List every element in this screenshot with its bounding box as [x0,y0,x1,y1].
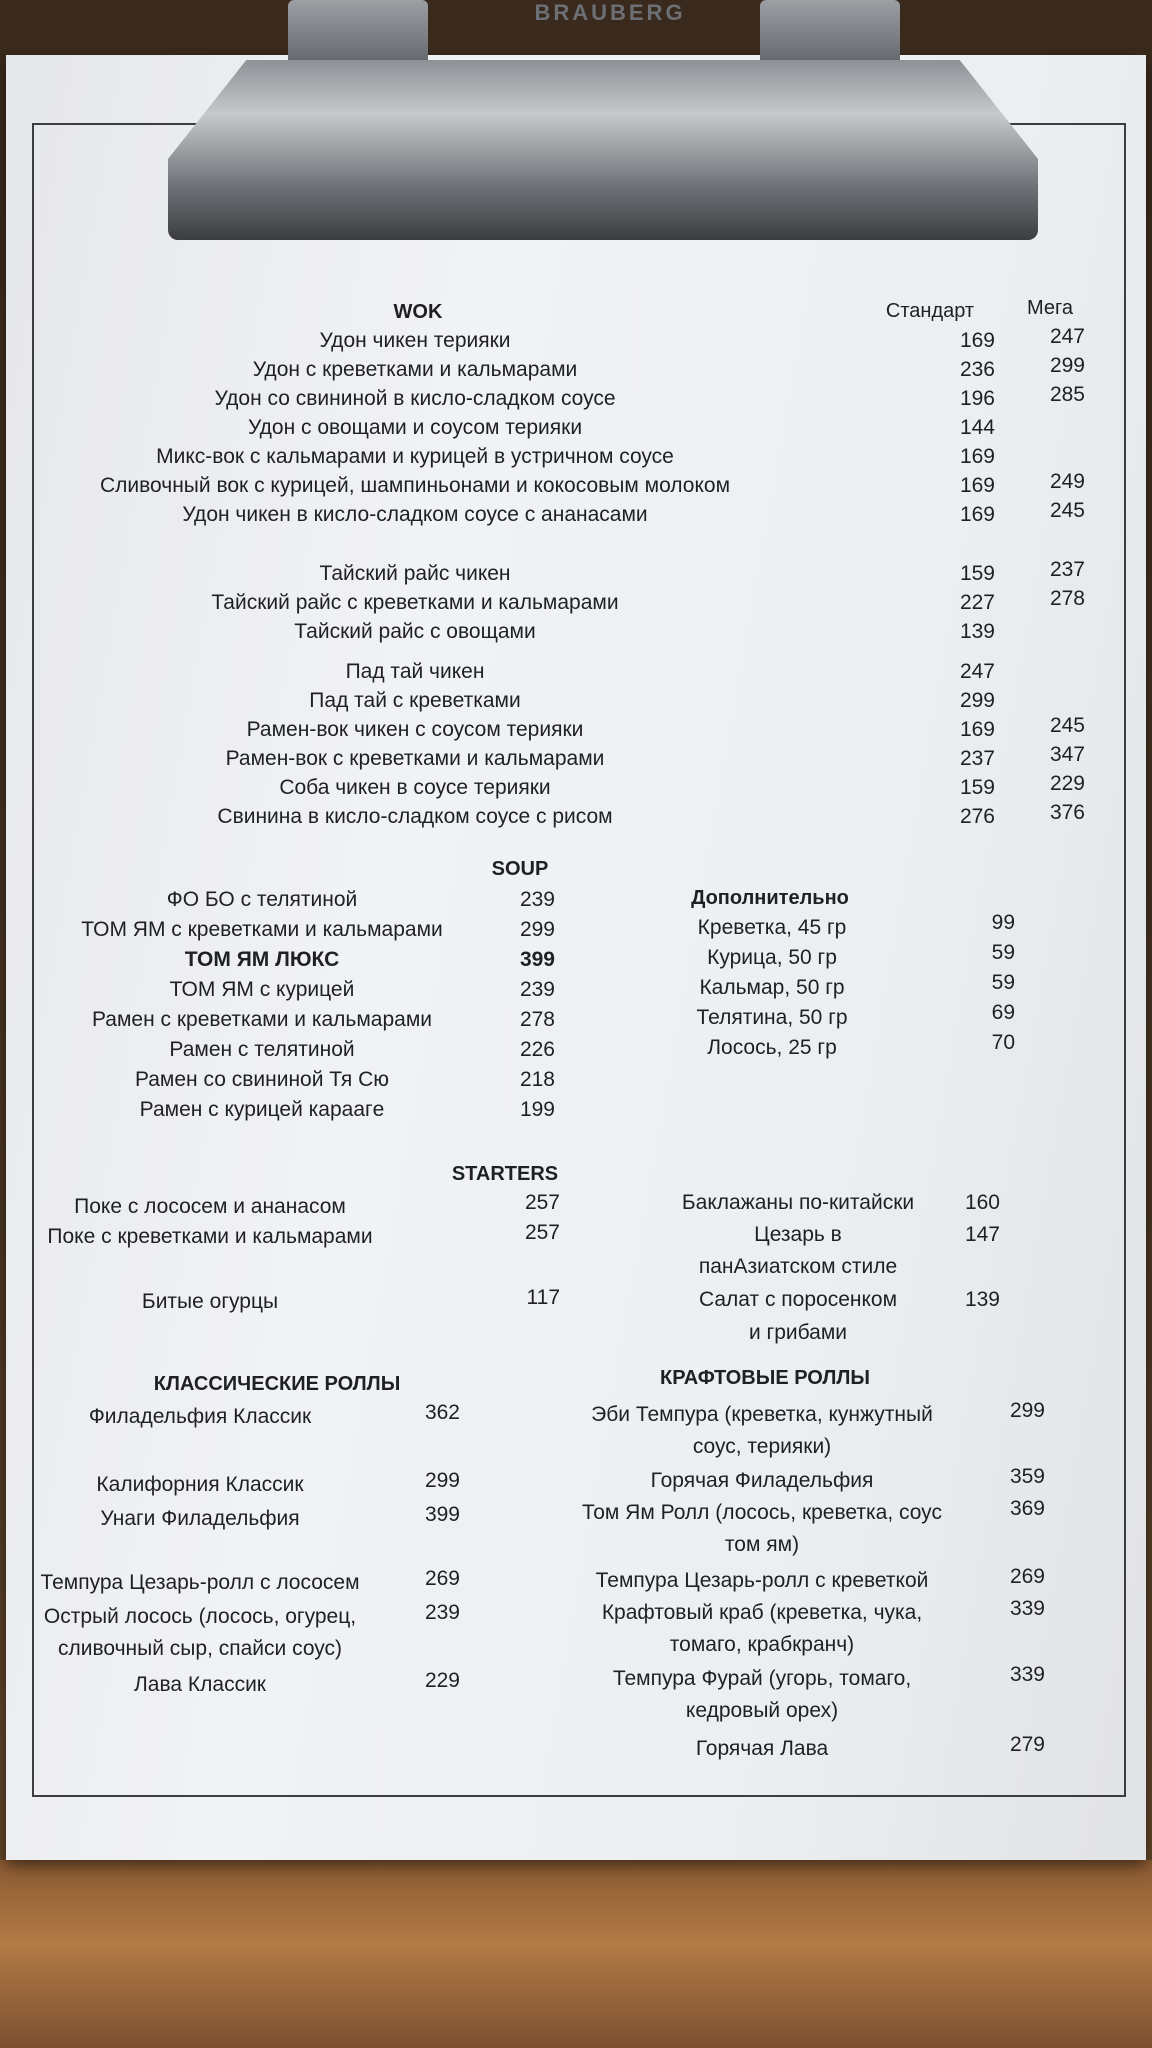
section-title-wok: WOK [393,301,443,323]
item-name: кедровый орех) [685,1699,839,1722]
section-title-starters: STARTERS [451,1163,559,1185]
item-price: 269 [424,1567,460,1590]
price-standard: 169 [959,445,995,468]
item-price: 70 [991,1031,1015,1054]
item-name: Эби Темпура (креветка, кунжутный [591,1403,933,1426]
item-name: Удон со свининой в кисло-сладком соусе [214,387,616,410]
price-standard: 196 [959,387,995,410]
item-price: 399 [424,1503,460,1526]
item-name: Удон чикен терияки [319,329,511,352]
item-price: 339 [1009,1663,1045,1686]
price-mega: 249 [1049,470,1085,493]
section-title-classic-rolls: КЛАССИЧЕСКИЕ РОЛЛЫ [153,1373,401,1395]
item-name: Тайский райс с креветками и кальмарами [211,591,619,614]
item-price: 257 [524,1221,560,1244]
item-name: Горячая Филадельфия [650,1469,874,1492]
item-name: Кальмар, 50 гр [699,976,845,999]
item-name: Лава Классик [134,1673,266,1696]
item-name: Унаги Филадельфия [100,1507,300,1530]
item-name: Удон с креветками и кальмарами [252,358,578,381]
price-standard: 144 [959,416,995,439]
item-price: 299 [1009,1399,1045,1422]
price-standard: 169 [959,329,995,352]
wooden-table [0,1860,1152,2048]
item-price: 299 [519,918,555,941]
price-standard: 139 [959,620,995,643]
item-price: 239 [519,888,555,911]
item-name: Удон чикен в кисло-сладком соусе с ананасами [182,503,648,526]
item-price: 299 [424,1469,460,1492]
price-mega: 245 [1049,499,1085,522]
item-name: Цезарь в [754,1223,842,1246]
item-name: Поке с лососем и ананасом [74,1195,346,1218]
price-standard: 159 [959,562,995,585]
item-name: Соба чикен в соусе терияки [279,776,551,799]
item-price: 279 [1009,1733,1045,1756]
item-name: Курица, 50 гр [707,946,837,969]
item-name: Темпура Цезарь-ролл с креветкой [595,1569,929,1592]
price-standard: 227 [959,591,995,614]
item-name: Свинина в кисло-сладком соусе с рисом [217,805,613,828]
price-mega: 299 [1049,354,1085,377]
item-price: 99 [991,911,1015,934]
item-name: сливочный сыр, спайси соус) [57,1637,343,1660]
item-price: 399 [519,948,555,971]
item-name: Креветка, 45 гр [697,916,847,939]
item-price: 239 [424,1601,460,1624]
item-name: Удон с овощами и соусом терияки [247,416,583,439]
price-standard: 236 [959,358,995,381]
item-price: 160 [964,1191,1000,1214]
clip-brand-label: BRAUBERG [534,0,686,25]
item-price: 369 [1009,1497,1045,1520]
item-name: Темпура Фурай (угорь, томаго, [612,1667,912,1690]
price-mega: 229 [1049,772,1085,795]
item-price: 147 [964,1223,1000,1246]
item-price: 139 [964,1288,1000,1311]
section-title-craft-rolls: КРАФТОВЫЕ РОЛЛЫ [659,1367,871,1389]
item-name: Поке с креветками и кальмарами [47,1225,373,1248]
item-name: Рамен-вок чикен с соусом терияки [246,718,584,741]
item-name: Темпура Цезарь-ролл с лососем [40,1571,360,1594]
price-mega: 245 [1049,714,1085,737]
item-name: Баклажаны по-китайски [681,1191,915,1214]
price-standard: 159 [959,776,995,799]
item-name: Крафтовый краб (креветка, чука, [601,1601,923,1624]
item-price: 229 [424,1669,460,1692]
item-price: 362 [424,1401,460,1424]
price-mega: 376 [1049,801,1085,824]
item-name: Лосось, 25 гр [707,1036,837,1059]
item-name: Тайский райс чикен [319,562,511,585]
item-price: 226 [519,1038,555,1061]
item-price: 59 [991,971,1015,994]
item-name: Том Ям Ролл (лосось, креветка, соус [582,1501,942,1524]
price-mega: 285 [1049,383,1085,406]
item-price: 69 [991,1001,1015,1024]
item-name: Калифорния Классик [96,1473,304,1496]
item-price: 359 [1009,1465,1045,1488]
price-standard: 169 [959,718,995,741]
price-standard: 237 [959,747,995,770]
item-price: 339 [1009,1597,1045,1620]
item-name: Филадельфия Классик [88,1405,312,1428]
price-standard: 299 [959,689,995,712]
item-name: Тайский райс с овощами [294,620,536,643]
item-name: Рамен со свининой Тя Сю [134,1068,390,1091]
item-name: том ям) [724,1533,800,1556]
item-name: Рамен с телятиной [169,1038,355,1061]
item-name: Салат с поросенком [698,1288,898,1311]
item-price: 239 [519,978,555,1001]
section-title-soup: SOUP [491,858,549,880]
item-price: 199 [519,1098,555,1121]
price-standard: 169 [959,503,995,526]
price-mega: 247 [1049,325,1085,348]
item-price: 257 [524,1191,560,1214]
item-name: панАзиатском стиле [698,1255,898,1278]
item-name: ФО БО с телятиной [166,888,358,911]
price-mega: 278 [1049,587,1085,610]
item-name: Острый лосось (лосось, огурец, [43,1605,357,1628]
clip-hook-right [760,0,900,70]
item-name: соус, терияки) [692,1435,832,1458]
item-name: Горячая Лава [695,1737,829,1760]
price-standard: 276 [959,805,995,828]
item-price: 278 [519,1008,555,1031]
item-name: ТОМ ЯМ ЛЮКС [184,948,340,971]
item-name: Рамен с курицей караагe [139,1098,385,1121]
item-name: Рамен-вок с креветками и кальмарами [225,747,605,770]
price-mega: 237 [1049,558,1085,581]
item-name: ТОМ ЯМ с курицей [169,978,355,1001]
item-name: Телятина, 50 гр [696,1006,848,1029]
item-name: Битые огурцы [141,1290,279,1313]
item-name: ТОМ ЯМ с креветками и кальмарами [81,918,443,941]
item-name: Микс-вок с кальмарами и курицей в устричном соусе [156,445,674,468]
item-price: 59 [991,941,1015,964]
price-standard: 247 [959,660,995,683]
price-mega: 347 [1049,743,1085,766]
column-header-standard: Стандарт [885,300,975,322]
item-name: Пад тай чикен [345,660,485,683]
item-price: 218 [519,1068,555,1091]
clip-hook-left [288,0,428,70]
item-name: томаго, крабкранч) [669,1633,855,1656]
item-name: Сливочный вок с курицей, шампиньонами и кокосовым молоком [99,474,731,497]
column-header-mega: Мега [1027,297,1073,319]
price-standard: 169 [959,474,995,497]
item-price: 269 [1009,1565,1045,1588]
item-name: и грибами [748,1321,848,1344]
section-title-extras: Дополнительно [691,887,849,909]
item-name: Пад тай с креветками [309,689,521,712]
item-name: Рамен с креветками и кальмарами [92,1008,432,1031]
clip-plate [168,60,1038,240]
item-price: 117 [526,1286,560,1309]
